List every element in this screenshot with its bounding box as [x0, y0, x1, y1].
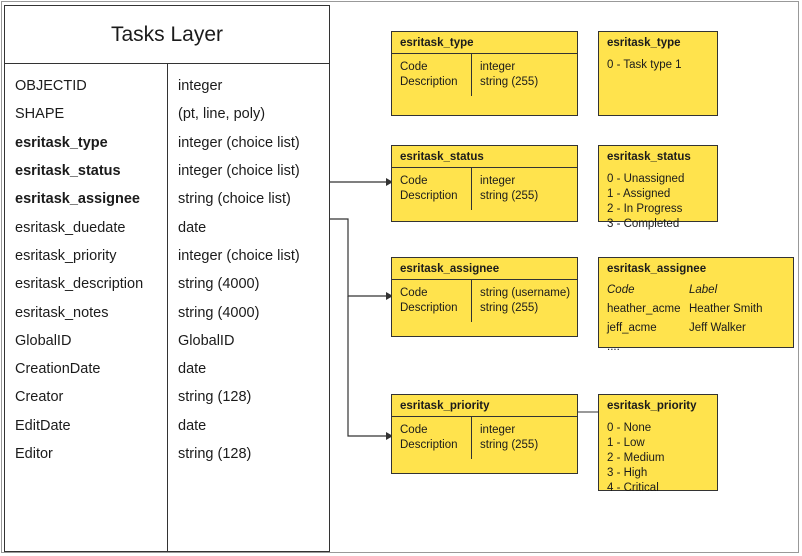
schema-cell: Code: [400, 424, 428, 436]
list-item: 4 - Critical: [607, 482, 659, 494]
table-cell: (pt, line, poly): [178, 106, 266, 123]
table-row: esritask_duedate: [15, 219, 126, 236]
table-row: SHAPE: [15, 106, 65, 123]
schema-table-title: esritask_assignee: [392, 258, 577, 280]
schema-cell: string (255): [480, 439, 539, 451]
assignee-code: ....: [607, 341, 620, 353]
schema-cell: Description: [400, 302, 458, 314]
table-cell: integer: [178, 78, 223, 95]
schema-table-esritask-assignee: [391, 257, 578, 337]
schema-table-title: esritask_type: [392, 32, 577, 54]
assignee-code: jeff_acme: [607, 322, 657, 334]
schema-code-column: [392, 280, 472, 322]
value-table-esritask-assignee: [598, 257, 794, 353]
schema-table-title: esritask_status: [392, 146, 577, 168]
table-row: [599, 302, 793, 321]
table-cell: string (4000): [178, 276, 260, 293]
list-item: 0 - None: [607, 422, 652, 434]
schema-table-title: esritask_priority: [392, 395, 577, 417]
assignee-code: heather_acme: [607, 303, 681, 315]
value-list: [599, 167, 717, 236]
table-row: CreationDate: [15, 361, 101, 378]
page-title: Tasks Layer: [5, 6, 329, 64]
column-header-code: Code: [607, 284, 635, 296]
table-row: OBJECTID: [15, 78, 87, 95]
assignee-label: Heather Smith: [689, 303, 763, 315]
schema-cell: integer: [480, 424, 516, 436]
value-list: [599, 416, 717, 500]
table-cell: date: [178, 417, 207, 434]
table-cell: string (4000): [178, 304, 260, 321]
table-row: esritask_assignee: [15, 191, 140, 208]
schema-type-column: [472, 54, 577, 96]
column-header-label: Label: [689, 284, 718, 296]
table-cell: integer (choice list): [178, 163, 300, 180]
table-cell: date: [178, 219, 207, 236]
value-table-esritask-priority: [598, 394, 718, 494]
field-type-column: [168, 64, 329, 551]
list-item: 1 - Low: [607, 437, 645, 449]
table-row: [599, 340, 793, 359]
schema-cell: Code: [400, 61, 428, 73]
table-cell: string (128): [178, 389, 252, 406]
schema-cell: Description: [400, 439, 458, 451]
list-item: 0 - Unassigned: [607, 173, 685, 185]
table-cell: GlobalID: [178, 332, 235, 349]
table-cell: string (128): [178, 446, 252, 462]
schema-cell: string (255): [480, 76, 539, 88]
schema-cell: Description: [400, 190, 458, 202]
schema-cell: string (255): [480, 190, 539, 202]
list-item: 0 - Task type 1: [607, 59, 682, 71]
schema-cell: integer: [480, 61, 516, 73]
list-item: 2 - Medium: [607, 452, 665, 464]
schema-table-esritask-priority: [391, 394, 578, 474]
schema-cell: Code: [400, 287, 428, 299]
table-cell: string (choice list): [178, 191, 291, 208]
tasks-layer-body: [5, 64, 329, 551]
schema-code-column: [392, 54, 472, 96]
value-table-title: esritask_type: [607, 37, 681, 49]
table-row: esritask_type: [15, 134, 108, 151]
schema-cell: string (username): [480, 287, 571, 299]
table-row: esritask_priority: [15, 247, 117, 264]
schema-cell: Description: [400, 76, 458, 88]
schema-code-column: [392, 417, 472, 459]
schema-type-column: [472, 417, 577, 459]
schema-cell: Code: [400, 175, 428, 187]
table-row: esritask_description: [15, 276, 144, 293]
field-name-column: [5, 64, 168, 551]
value-table-header-row: [599, 279, 793, 302]
list-item: 3 - High: [607, 467, 648, 479]
table-row: Creator: [15, 389, 64, 406]
table-cell: date: [178, 361, 207, 378]
assignee-label: Jeff Walker: [689, 322, 746, 334]
table-row: EditDate: [15, 417, 71, 434]
list-item: 2 - In Progress: [607, 203, 683, 215]
tasks-layer-table: [4, 5, 330, 552]
schema-cell: integer: [480, 175, 516, 187]
table-row: GlobalID: [15, 332, 72, 349]
schema-type-column: [472, 168, 577, 210]
schema-type-column: [472, 280, 577, 322]
schema-code-column: [392, 168, 472, 210]
schema-table-esritask-status: [391, 145, 578, 222]
value-table-esritask-status: [598, 145, 718, 230]
schema-cell: string (255): [480, 302, 539, 314]
assignee-label: [689, 340, 793, 355]
value-list: [599, 53, 717, 77]
table-cell: integer (choice list): [178, 134, 300, 151]
schema-table-esritask-type: [391, 31, 578, 116]
value-table-title: esritask_assignee: [607, 263, 707, 275]
table-row: esritask_notes: [15, 304, 109, 321]
value-table-title: esritask_status: [607, 151, 691, 163]
list-item: 1 - Assigned: [607, 188, 671, 200]
table-row: [599, 321, 793, 340]
table-cell: integer (choice list): [178, 247, 300, 264]
table-row: esritask_status: [15, 163, 121, 180]
table-row: Editor: [15, 446, 53, 462]
list-item: 3 - Completed: [607, 218, 680, 230]
value-table-title: esritask_priority: [607, 400, 697, 412]
value-table-esritask-type: [598, 31, 718, 116]
